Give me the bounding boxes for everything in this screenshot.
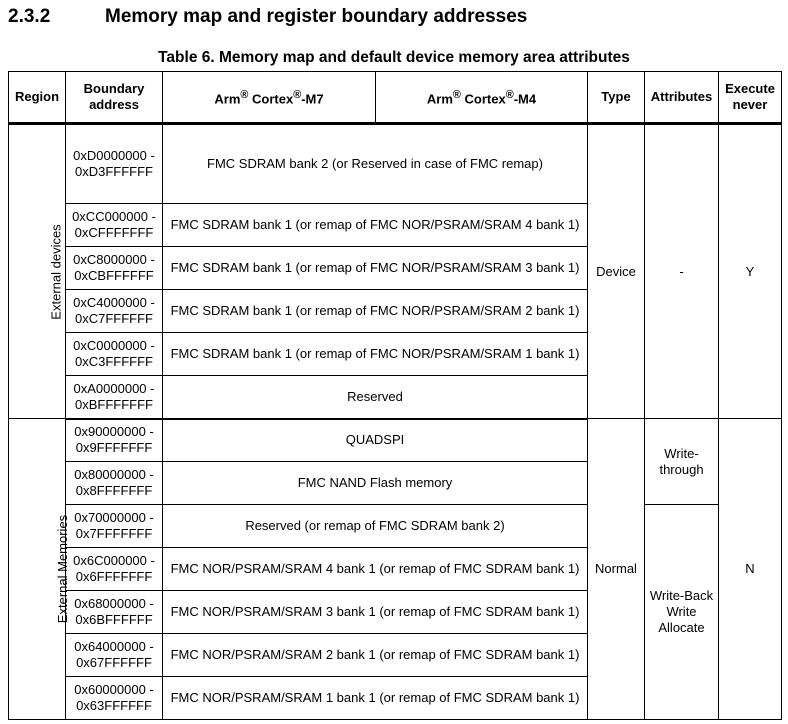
registered-mark: ® — [505, 88, 514, 101]
header-row — [9, 72, 782, 124]
address-cell — [66, 333, 163, 376]
header-m4-prefix: Arm — [426, 91, 453, 107]
addr-end: 0x7FFFFFFF — [75, 526, 153, 541]
address-cell — [66, 290, 163, 333]
address-cell — [66, 505, 163, 548]
description-cell: QUADSPI — [163, 419, 588, 462]
memory-map-table — [8, 71, 782, 720]
header-region: Region — [9, 72, 66, 124]
address-cell — [66, 634, 163, 677]
addr-end: 0xCBFFFFFF — [74, 268, 154, 283]
description-cell: Reserved — [163, 376, 588, 419]
addr-start: 0x68000000 - — [74, 596, 154, 611]
type-cell-normal: Normal — [588, 419, 645, 720]
header-type: Type — [588, 72, 645, 124]
header-boundary-address: Boundary address — [66, 72, 163, 124]
address-cell — [66, 677, 163, 720]
registered-mark: ® — [452, 88, 461, 101]
addr-start: 0xA0000000 - — [73, 380, 155, 396]
description-cell: FMC SDRAM bank 1 (or remap of FMC NOR/PSRAM/SRAM 4 bank 1) — [163, 204, 588, 247]
address-cell — [66, 247, 163, 290]
region-label: External Memories — [55, 514, 71, 624]
description-cell: FMC SDRAM bank 1 (or remap of FMC NOR/PSRAM/SRAM 2 bank 1) — [163, 290, 588, 333]
header-m7-mid: Cortex — [252, 91, 294, 107]
addr-start: 0x90000000 - — [74, 424, 154, 440]
addr-end: 0xC7FFFFFF — [75, 311, 153, 326]
header-cortex-m7 — [163, 72, 376, 124]
header-attributes: Attributes — [645, 72, 719, 124]
addr-end: 0xC3FFFFFF — [75, 354, 153, 369]
addr-start: 0x64000000 - — [74, 639, 154, 654]
header-m7-suffix: -M7 — [301, 91, 324, 107]
addr-end: 0x9FFFFFFF — [75, 440, 153, 456]
header-cortex-m4 — [376, 72, 588, 124]
description-cell: FMC NOR/PSRAM/SRAM 4 bank 1 (or remap of FMC SDRAM bank 1) — [163, 548, 588, 591]
addr-end: 0x63FFFFFF — [76, 698, 152, 713]
description-cell: FMC NOR/PSRAM/SRAM 3 bank 1 (or remap of FMC SDRAM bank 1) — [163, 591, 588, 634]
region-label: External devices — [48, 223, 64, 320]
addr-start: 0xC0000000 - — [73, 338, 155, 353]
address-cell — [66, 462, 163, 505]
address-cell — [66, 548, 163, 591]
section-number: 2.3.2 — [8, 6, 51, 27]
addr-start: 0x70000000 - — [74, 510, 154, 525]
region-cell-external-devices — [9, 124, 66, 419]
section-title: Memory map and register boundary addresses — [105, 6, 528, 27]
region-cell-external-memories — [9, 419, 71, 720]
table-caption: Table 6. Memory map and default device memory area attributes — [158, 49, 630, 66]
section-heading — [8, 6, 527, 28]
addr-start: 0x60000000 - — [74, 682, 154, 697]
header-execute-never: Execute never — [719, 72, 782, 124]
description-cell: FMC SDRAM bank 2 (or Reserved in case of FMC remap) — [163, 124, 588, 204]
execute-never-cell-device: Y — [719, 124, 782, 419]
addr-start: 0xC8000000 - — [73, 252, 155, 267]
header-m4-mid: Cortex — [464, 91, 506, 107]
type-cell-device: Device — [588, 124, 645, 419]
address-cell — [66, 204, 163, 247]
addr-end: 0x67FFFFFF — [76, 655, 152, 670]
header-m4-suffix: -M4 — [513, 91, 537, 107]
table-row — [9, 419, 782, 462]
description-cell: FMC NOR/PSRAM/SRAM 1 bank 1 (or remap of FMC SDRAM bank 1) — [163, 677, 588, 720]
addr-start: 0xD0000000 - — [73, 148, 155, 163]
execute-never-cell-memories: N — [719, 419, 782, 720]
addr-end: 0xD3FFFFFF — [75, 164, 153, 179]
table-row — [9, 505, 782, 548]
attributes-cell-device: - — [645, 124, 719, 419]
description-cell: FMC SDRAM bank 1 (or remap of FMC NOR/PSRAM/SRAM 1 bank 1) — [163, 333, 588, 376]
registered-mark: ® — [293, 88, 302, 101]
addr-start: 0xC4000000 - — [73, 295, 155, 310]
header-m7-prefix: Arm — [214, 91, 241, 107]
addr-end: 0xCFFFFFFF — [74, 225, 154, 240]
address-cell — [66, 376, 163, 419]
registered-mark: ® — [240, 88, 249, 101]
addr-start: 0x6C000000 - — [73, 553, 155, 568]
addr-end: 0x6FFFFFFF — [75, 569, 153, 584]
addr-end: 0x6BFFFFFF — [75, 612, 153, 627]
table-row — [9, 124, 782, 204]
addr-end: 0x8FFFFFFF — [75, 483, 153, 498]
addr-start: 0x80000000 - — [74, 467, 154, 482]
description-cell: FMC NOR/PSRAM/SRAM 2 bank 1 (or remap of FMC SDRAM bank 1) — [163, 634, 588, 677]
addr-end: 0xBFFFFFFF — [75, 396, 153, 412]
addr-start: 0xCC000000 - — [72, 209, 156, 224]
attributes-cell-write-through: Write-through — [645, 419, 719, 505]
address-cell — [66, 124, 163, 204]
address-cell — [66, 591, 163, 634]
description-cell: Reserved (or remap of FMC SDRAM bank 2) — [163, 505, 588, 548]
description-cell: FMC NAND Flash memory — [163, 462, 588, 505]
address-cell — [66, 419, 163, 462]
description-cell: FMC SDRAM bank 1 (or remap of FMC NOR/PSRAM/SRAM 3 bank 1) — [163, 247, 588, 290]
attributes-cell-write-back: Write-Back Write Allocate — [645, 505, 719, 720]
